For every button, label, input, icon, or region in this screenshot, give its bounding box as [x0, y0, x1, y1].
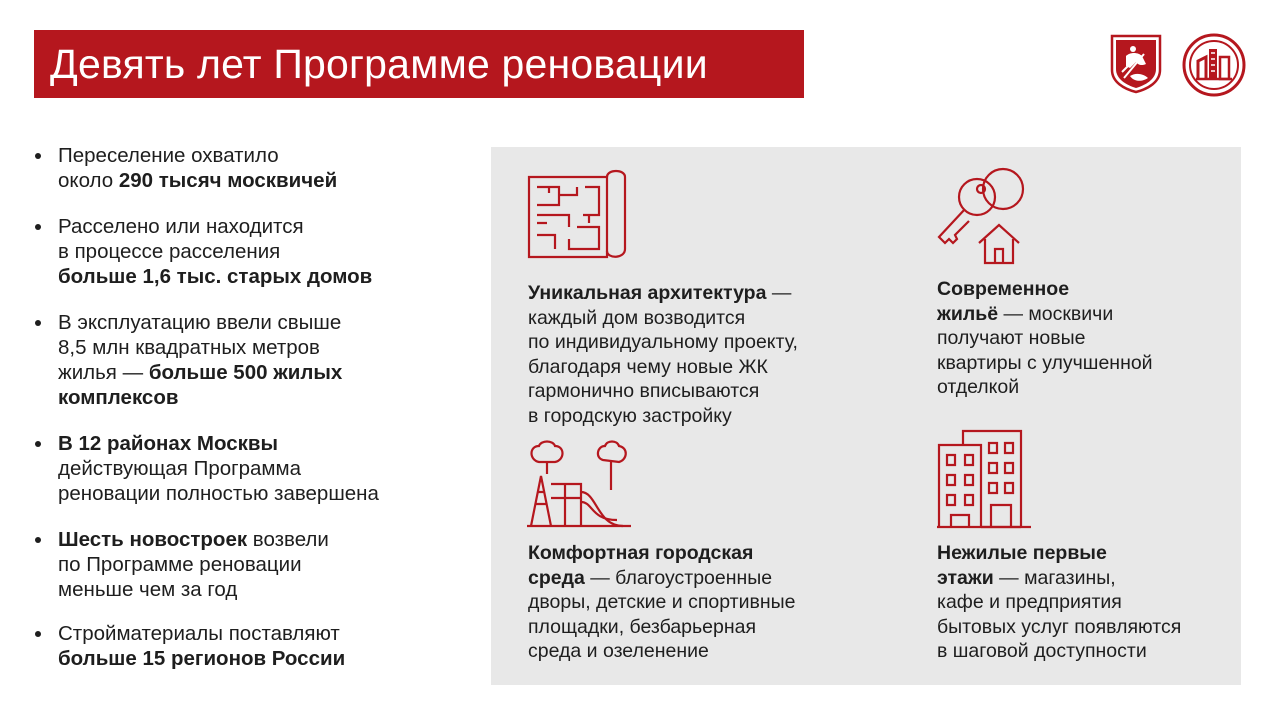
- stat-text: возвели: [247, 528, 329, 551]
- feature-heading: этажи: [937, 566, 994, 589]
- stat-highlight: В 12 районах Москвы: [58, 432, 279, 455]
- feature-text: дворы, детские и спортивные: [528, 591, 796, 613]
- stat-item: [32, 527, 472, 602]
- feature-heading: Уникальная архитектура: [528, 282, 767, 304]
- blueprint-icon: [525, 165, 631, 261]
- feature-text: среда и озеленение: [528, 640, 709, 662]
- stat-text: Переселение охватило: [58, 144, 279, 167]
- stat-highlight: больше 1,6 тыс. старых домов: [58, 265, 373, 288]
- stat-text: Расселено или находится: [58, 215, 304, 238]
- feature-urban-environment: [528, 541, 795, 664]
- features-panel: [491, 147, 1241, 685]
- stat-text: 8,5 млн квадратных метров: [58, 336, 320, 359]
- stat-text: Стройматериалы поставляют: [58, 622, 340, 645]
- stat-item: [32, 431, 472, 506]
- feature-text: в городскую застройку: [528, 404, 732, 427]
- stat-text: жилья —: [58, 361, 149, 384]
- feature-text: — москвичи: [998, 302, 1114, 325]
- stat-item: [32, 310, 472, 410]
- page-title: Девять лет Программе реновации: [50, 40, 708, 87]
- key-house-icon: [935, 165, 1027, 265]
- stat-highlight: комплексов: [58, 386, 179, 409]
- stat-highlight: 290 тысяч москвичей: [118, 169, 338, 192]
- feature-modern-housing: [937, 277, 1153, 400]
- stat-highlight: больше 15 регионов России: [58, 647, 346, 670]
- stat-text: по Программе реновации: [58, 553, 302, 576]
- feature-text: в шаговой доступности: [937, 640, 1147, 662]
- stat-text: действующая Программа: [58, 457, 301, 480]
- building-icon: [935, 429, 1033, 529]
- feature-text: — благоустроенные: [584, 566, 773, 589]
- title-bar: [34, 30, 804, 98]
- feature-text: отделкой: [937, 376, 1020, 398]
- feature-heading: жильё: [937, 302, 999, 325]
- feature-heading: Нежилые первые: [937, 542, 1107, 564]
- stat-highlight: Шесть новостроек: [58, 528, 248, 551]
- stat-item: [32, 621, 472, 671]
- feature-heading: Современное: [937, 278, 1070, 300]
- feature-text: площадки, безбарьерная: [528, 615, 757, 638]
- feature-architecture: [528, 281, 798, 428]
- feature-text: — магазины,: [993, 566, 1116, 589]
- feature-text: каждый дом возводится: [528, 306, 746, 329]
- feature-text: благодаря чему новые ЖК: [528, 355, 768, 378]
- stat-text: В эксплуатацию ввели свыше: [58, 311, 342, 334]
- stat-highlight: больше 500 жилых: [148, 361, 343, 384]
- feature-non-residential-floors: [937, 541, 1181, 664]
- feature-text: бытовых услуг появляются: [937, 615, 1182, 638]
- stat-text: реновации полностью завершена: [58, 482, 379, 505]
- stat-text: около: [58, 169, 119, 192]
- feature-text: по индивидуальному проекту,: [528, 331, 798, 353]
- renovation-program-logo-icon: [1182, 33, 1246, 97]
- feature-heading: Комфортная городская: [528, 542, 754, 564]
- stat-item: [32, 214, 472, 289]
- stat-text: меньше чем за год: [58, 578, 238, 601]
- stat-item: [32, 143, 472, 193]
- playground-icon: [525, 440, 635, 530]
- feature-text: получают новые: [937, 327, 1086, 349]
- moscow-coat-of-arms-icon: [1108, 32, 1164, 94]
- feature-text: гармонично вписываются: [528, 380, 760, 402]
- feature-text: —: [766, 282, 792, 304]
- feature-text: кафе и предприятия: [937, 591, 1122, 613]
- feature-heading: среда: [528, 566, 585, 589]
- stat-text: в процессе расселения: [58, 240, 281, 263]
- feature-text: квартиры с улучшенной: [937, 351, 1153, 374]
- stats-list: [32, 143, 472, 692]
